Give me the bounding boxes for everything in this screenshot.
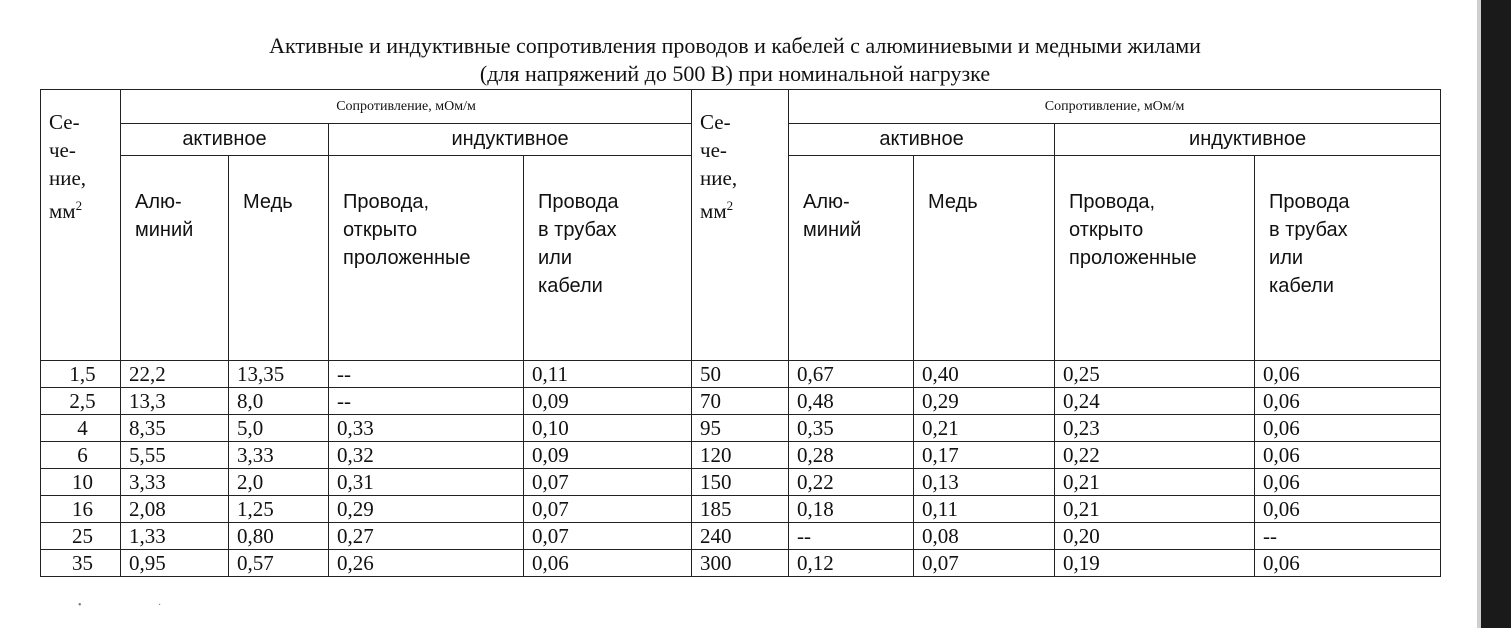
cell-open-wires-right: 0,21 [1055,496,1255,523]
cell-aluminum-right: 0,67 [789,361,914,388]
cell-open-wires-right: 0,21 [1055,469,1255,496]
scan-speck: · [158,600,162,611]
cell-aluminum-right: 0,28 [789,442,914,469]
pipe-wires-header-left: Провода в трубах или кабели [524,156,692,361]
cell-copper-right: 0,29 [914,388,1055,415]
copper-header-left: Медь [229,156,329,361]
cell-copper-left: 8,0 [229,388,329,415]
table-row [41,469,1441,496]
cell-aluminum-left: 3,33 [121,469,229,496]
cell-aluminum-right: 0,18 [789,496,914,523]
cell-copper-left: 0,57 [229,550,329,577]
cell-section-left: 35 [41,550,121,577]
cell-pipe-wires-right: 0,06 [1255,469,1441,496]
table-body [41,361,1441,577]
cell-section-left: 10 [41,469,121,496]
cell-copper-right: 0,21 [914,415,1055,442]
cell-pipe-wires-right: 0,06 [1255,442,1441,469]
cell-open-wires-left: 0,29 [329,496,524,523]
table-row [41,550,1441,577]
cell-pipe-wires-left: 0,07 [524,523,692,550]
cell-aluminum-left: 2,08 [121,496,229,523]
cell-open-wires-right: 0,22 [1055,442,1255,469]
cell-copper-left: 2,0 [229,469,329,496]
cell-aluminum-right: 0,48 [789,388,914,415]
cell-section-right: 70 [692,388,789,415]
cell-aluminum-left: 8,35 [121,415,229,442]
cell-pipe-wires-right: 0,06 [1255,415,1441,442]
cell-copper-left: 13,35 [229,361,329,388]
aluminum-header-right: Алю- миний [789,156,914,361]
scan-speck: • [78,600,82,611]
cell-open-wires-right: 0,24 [1055,388,1255,415]
cell-open-wires-left: -- [329,361,524,388]
cell-copper-right: 0,11 [914,496,1055,523]
cell-open-wires-left: 0,26 [329,550,524,577]
cell-aluminum-left: 0,95 [121,550,229,577]
cell-copper-left: 5,0 [229,415,329,442]
cell-open-wires-left: -- [329,388,524,415]
section-header-left: Се- че- ние, $мм^2$ [41,90,121,361]
resistance-header-right: Сопротивление, мОм/м [789,90,1441,124]
cell-pipe-wires-left: 0,09 [524,388,692,415]
cell-section-left: 16 [41,496,121,523]
open-wires-header-left: Провода, открыто проложенные [329,156,524,361]
cell-copper-left: 1,25 [229,496,329,523]
cell-aluminum-right: 0,35 [789,415,914,442]
cell-open-wires-left: 0,31 [329,469,524,496]
active-header-right: активное [789,124,1055,156]
resistance-header-left: Сопротивление, мОм/м [121,90,692,124]
cell-section-left: 2,5 [41,388,121,415]
table-row [41,361,1441,388]
pipe-wires-header-right: Провода в трубах или кабели [1255,156,1441,361]
cell-pipe-wires-right: -- [1255,523,1441,550]
resistance-table [40,89,1441,577]
cell-pipe-wires-right: 0,06 [1255,361,1441,388]
cell-pipe-wires-right: 0,06 [1255,550,1441,577]
table-row [41,523,1441,550]
cell-pipe-wires-left: 0,10 [524,415,692,442]
cell-copper-right: 0,13 [914,469,1055,496]
table-row [41,496,1441,523]
cell-pipe-wires-left: 0,09 [524,442,692,469]
cell-open-wires-left: 0,27 [329,523,524,550]
cell-pipe-wires-right: 0,06 [1255,496,1441,523]
cell-pipe-wires-right: 0,06 [1255,388,1441,415]
scan-edge [1481,0,1511,628]
cell-open-wires-right: 0,23 [1055,415,1255,442]
cell-open-wires-right: 0,19 [1055,550,1255,577]
cell-aluminum-left: 13,3 [121,388,229,415]
cell-section-left: 25 [41,523,121,550]
cell-pipe-wires-left: 0,07 [524,469,692,496]
cell-open-wires-right: 0,20 [1055,523,1255,550]
cell-copper-left: 0,80 [229,523,329,550]
cell-open-wires-left: 0,33 [329,415,524,442]
cell-section-right: 240 [692,523,789,550]
cell-section-right: 150 [692,469,789,496]
cell-aluminum-left: 1,33 [121,523,229,550]
cell-aluminum-right: 0,22 [789,469,914,496]
inductive-header-right: индуктивное [1055,124,1441,156]
cell-aluminum-left: 22,2 [121,361,229,388]
active-header-left: активное [121,124,329,156]
open-wires-header-right: Провода, открыто проложенные [1055,156,1255,361]
cell-section-right: 50 [692,361,789,388]
cell-section-right: 120 [692,442,789,469]
cell-pipe-wires-left: 0,06 [524,550,692,577]
cell-open-wires-right: 0,25 [1055,361,1255,388]
section-header-right: Се- че- ние, $мм^2$ [692,90,789,361]
table-title-line-1: Активные и индуктивные сопротивления проводов и кабелей с алюминиевыми и медными жилами [269,33,1201,58]
cell-pipe-wires-left: 0,07 [524,496,692,523]
table-row [41,388,1441,415]
cell-section-left: 1,5 [41,361,121,388]
table-title-line-2: (для напряжений до 500 В) при номинальной нагрузке [479,61,991,86]
cell-section-right: 95 [692,415,789,442]
cell-section-right: 300 [692,550,789,577]
cell-section-left: 4 [41,415,121,442]
cell-copper-right: 0,08 [914,523,1055,550]
cell-aluminum-left: 5,55 [121,442,229,469]
cell-open-wires-left: 0,32 [329,442,524,469]
cell-section-right: 185 [692,496,789,523]
cell-copper-left: 3,33 [229,442,329,469]
cell-section-left: 6 [41,442,121,469]
cell-aluminum-right: -- [789,523,914,550]
table-row [41,442,1441,469]
cell-copper-right: 0,17 [914,442,1055,469]
copper-header-right: Медь [914,156,1055,361]
table-row [41,415,1441,442]
cell-aluminum-right: 0,12 [789,550,914,577]
cell-pipe-wires-left: 0,11 [524,361,692,388]
cell-copper-right: 0,07 [914,550,1055,577]
inductive-header-left: индуктивное [329,124,692,156]
aluminum-header-left: Алю- миний [121,156,229,361]
cell-copper-right: 0,40 [914,361,1055,388]
